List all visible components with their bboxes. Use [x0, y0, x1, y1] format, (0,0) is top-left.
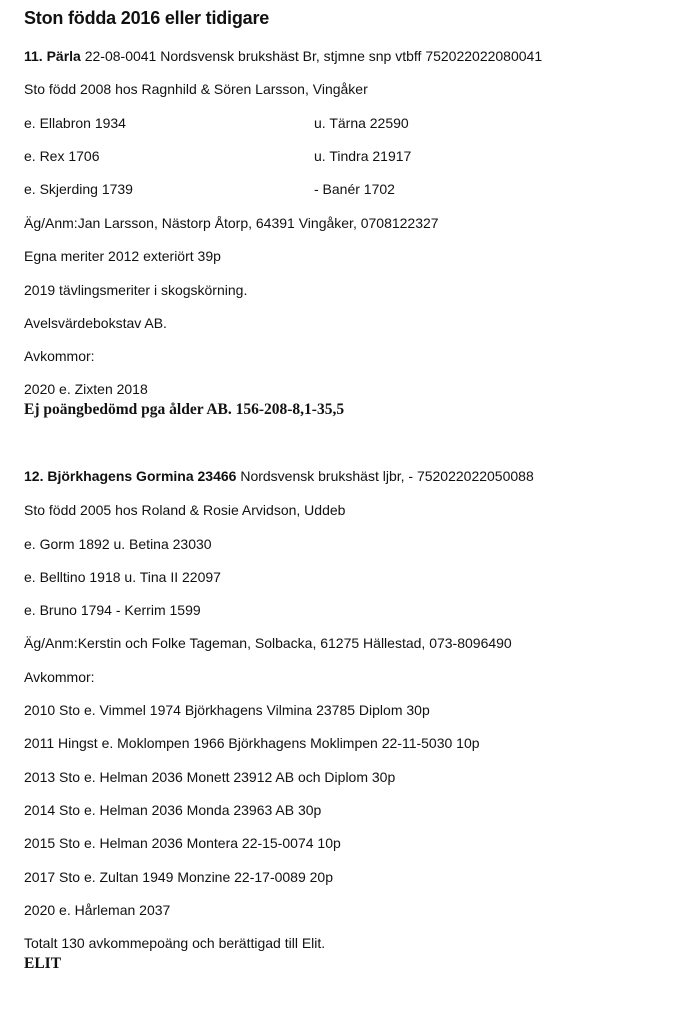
entry-11-pedigree-row	[24, 114, 624, 132]
entry-12-offspring-item: 2014 Sto e. Helman 2036 Monda 23963 AB 30p	[24, 802, 322, 818]
entry-11-header	[24, 47, 542, 65]
entry-11-dam-line: - Banér 1702	[314, 181, 395, 197]
entry-11-born: Sto född 2008 hos Ragnhild & Sören Larsson, Vingåker	[24, 81, 368, 97]
page-title: Ston födda 2016 eller tidigare	[24, 8, 270, 28]
entry-11-offspring-label: Avkommor:	[24, 348, 95, 364]
entry-11-info: 22-08-0041 Nordsvensk brukshäst Br, stjmne snp vtbff 752022022080041	[80, 48, 543, 64]
entry-11-merit: Egna meriter 2012 exteriört 39p	[24, 248, 221, 264]
entry-11-name: Pärla	[46, 48, 81, 64]
entry-11-owner: Äg/Anm:Jan Larsson, Nästorp Åtorp, 64391 Vingåker, 0708122327	[24, 215, 439, 231]
entry-12-offspring-item: 2015 Sto e. Helman 2036 Montera 22-15-0074 10p	[24, 835, 341, 851]
entry-12-offspring-item: 2020 e. Hårleman 2037	[24, 902, 171, 918]
entry-12-pedigree-row: e. Gorm 1892 u. Betina 23030	[24, 536, 212, 552]
entry-12-offspring-item: 2013 Sto e. Helman 2036 Monett 23912 AB och Diplom 30p	[24, 769, 396, 785]
entry-12-born: Sto född 2005 hos Roland & Rosie Arvidson, Uddeb	[24, 502, 346, 518]
entry-11-dam-dam: u. Tindra 21917	[314, 148, 412, 164]
entry-12-name: Björkhagens Gormina 23466	[47, 468, 237, 484]
entry-12-offspring-item: 2010 Sto e. Vimmel 1974 Björkhagens Vilmina 23785 Diplom 30p	[24, 702, 430, 718]
entry-11-offspring-item: 2020 e. Zixten 2018	[24, 381, 148, 397]
entry-12-offspring-label: Avkommor:	[24, 669, 95, 685]
entry-12-header	[24, 467, 534, 485]
entry-11-sire-sire-sire: e. Skjerding 1739	[24, 181, 133, 197]
entry-11-breeding-value: Avelsvärdebokstav AB.	[24, 315, 167, 331]
entry-12-offspring-item: 2017 Sto e. Zultan 1949 Monzine 22-17-0089 20p	[24, 869, 334, 885]
entry-12-total: Totalt 130 avkommepoäng och berättigad till Elit.	[24, 935, 326, 951]
entry-11-verdict: Ej poängbedömd pga ålder AB. 156-208-8,1-35,5	[24, 401, 345, 418]
entry-11-pedigree-row	[24, 147, 624, 165]
entry-11-pedigree-row	[24, 180, 624, 198]
entry-11-dam: u. Tärna 22590	[314, 115, 409, 131]
entry-12-info: Nordsvensk brukshäst ljbr, - 752022022050088	[236, 468, 534, 484]
entry-11-sire-sire: e. Rex 1706	[24, 148, 100, 164]
entry-12-pedigree-row: e. Bruno 1794 - Kerrim 1599	[24, 602, 201, 618]
entry-12-number: 12.	[24, 468, 44, 484]
entry-12-pedigree-row: e. Belltino 1918 u. Tina II 22097	[24, 569, 221, 585]
entry-11-number: 11.	[24, 48, 43, 64]
entry-11-merit: 2019 tävlingsmeriter i skogskörning.	[24, 282, 248, 298]
entry-12-verdict: ELIT	[24, 955, 62, 972]
entry-11-sire: e. Ellabron 1934	[24, 115, 126, 131]
entry-12-owner: Äg/Anm:Kerstin och Folke Tageman, Solbacka, 61275 Hällestad, 073-8096490	[24, 635, 512, 651]
entry-12-offspring-item: 2011 Hingst e. Moklompen 1966 Björkhagens Moklimpen 22-11-5030 10p	[24, 735, 480, 751]
